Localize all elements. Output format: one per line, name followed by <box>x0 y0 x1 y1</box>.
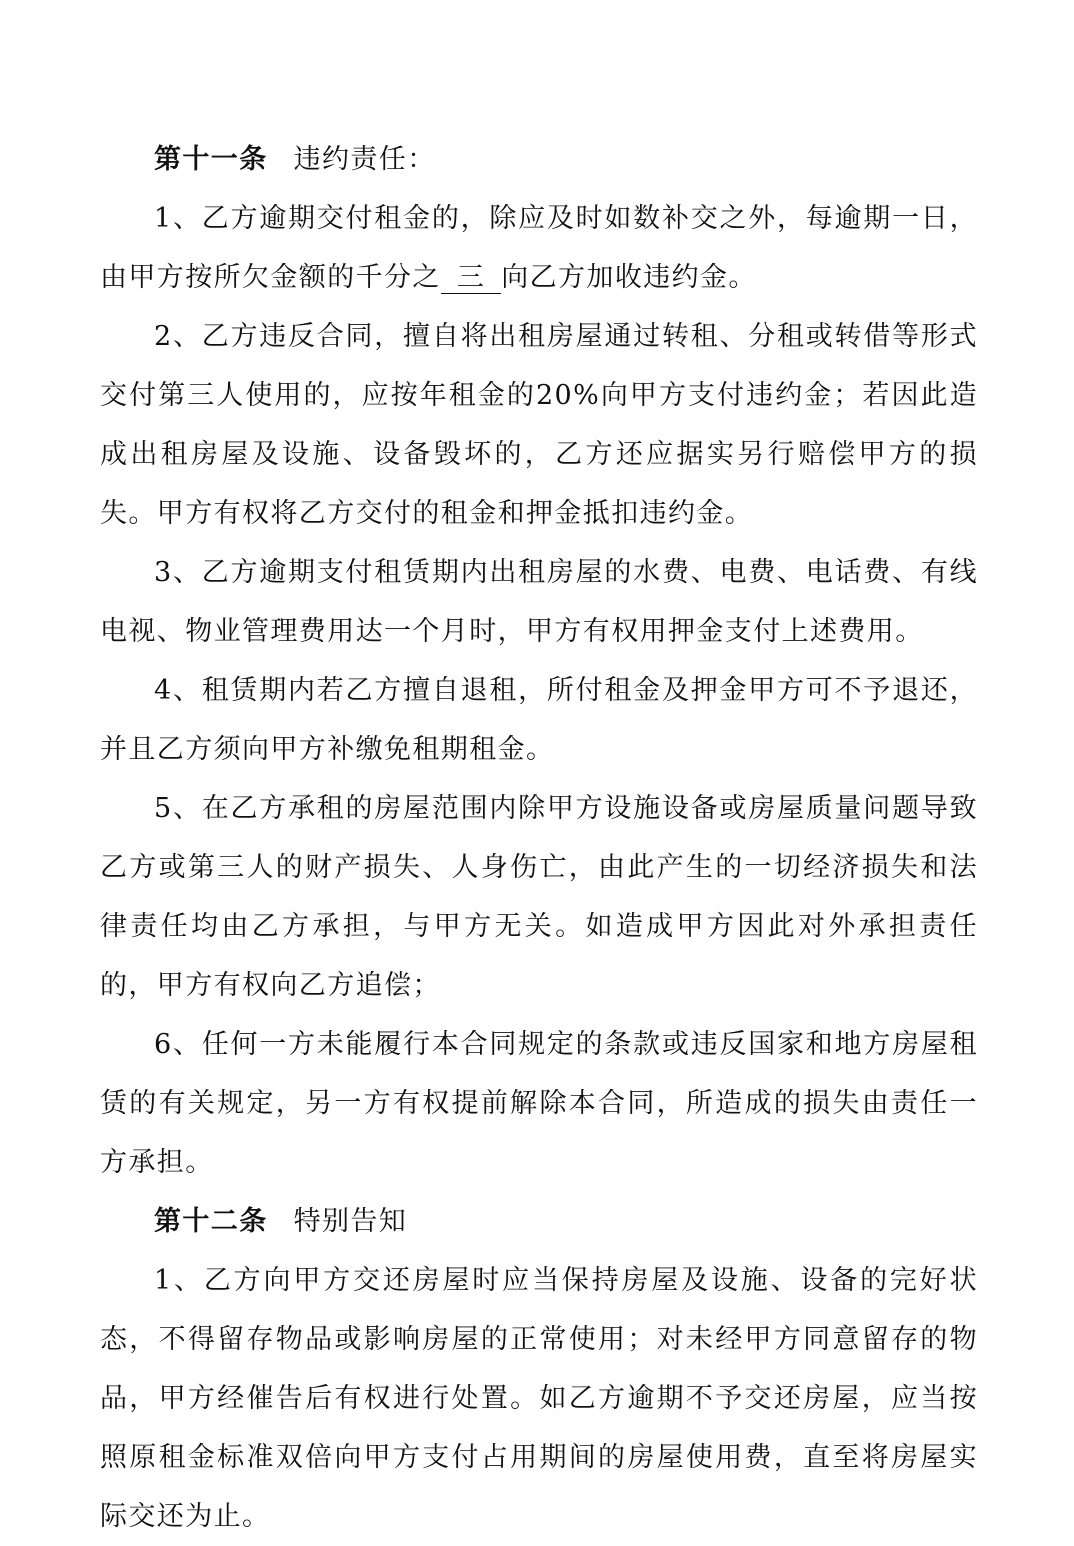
article-12-title: 特别告知 <box>293 1206 408 1237</box>
article-12-item-1: 1、乙方向甲方交还房屋时应当保持房屋及设施、设备的完好状态，不得留存物品或影响房屋的正常使用；对未经甲方同意留存的物品，甲方经催告后有权进行处置。如乙方逾期不予交还房屋，应当按照原租金标准双倍向甲方支付占用期间的房屋使用费，直至将房屋实际交还为止。 <box>100 1265 978 1532</box>
article-11-item-1 <box>100 189 978 307</box>
fill-in-blank: 三 <box>441 263 501 294</box>
article-12-number: 第十二条 <box>154 1206 268 1237</box>
article-11-item-5: 5、在乙方承租的房屋范围内除甲方设施设备或房屋质量问题导致乙方或第三人的财产损失、人身伤亡，由此产生的一切经济损失和法律责任均由乙方承担，与甲方无关。如造成甲方因此对外承担责任的，甲方有权向乙方追偿； <box>100 793 978 1001</box>
article-11-item-1-text: 1、乙方逾期交付租金的，除应及时如数补交之外，每逾期一日，由甲方按所欠金额的千分之 <box>100 203 978 293</box>
document-page <box>100 130 978 1546</box>
article-11-item-1-text-end: 向乙方加收违约金。 <box>501 262 757 293</box>
article-11-heading <box>100 130 978 189</box>
article-11-item-2: 2、乙方违反合同，擅自将出租房屋通过转租、分租或转借等形式交付第三人使用的，应按年租金的20%向甲方支付违约金；若因此造成出租房屋及设施、设备毁坏的，乙方还应据实另行赔偿甲方的损失。甲方有权将乙方交付的租金和押金抵扣违约金。 <box>100 321 978 529</box>
article-11-number: 第十一条 <box>154 144 268 175</box>
article-12-heading <box>100 1192 978 1251</box>
article-11-item-3: 3、乙方逾期支付租赁期内出租房屋的水费、电费、电话费、有线电视、物业管理费用达一个月时，甲方有权用押金支付上述费用。 <box>100 557 978 647</box>
article-11-title: 违约责任： <box>293 144 436 175</box>
article-11-item-6: 6、任何一方未能履行本合同规定的条款或违反国家和地方房屋租赁的有关规定，另一方有权提前解除本合同，所造成的损失由责任一方承担。 <box>100 1029 978 1178</box>
article-11-item-4: 4、租赁期内若乙方擅自退租，所付租金及押金甲方可不予退还，并且乙方须向甲方补缴免租期租金。 <box>100 675 978 765</box>
